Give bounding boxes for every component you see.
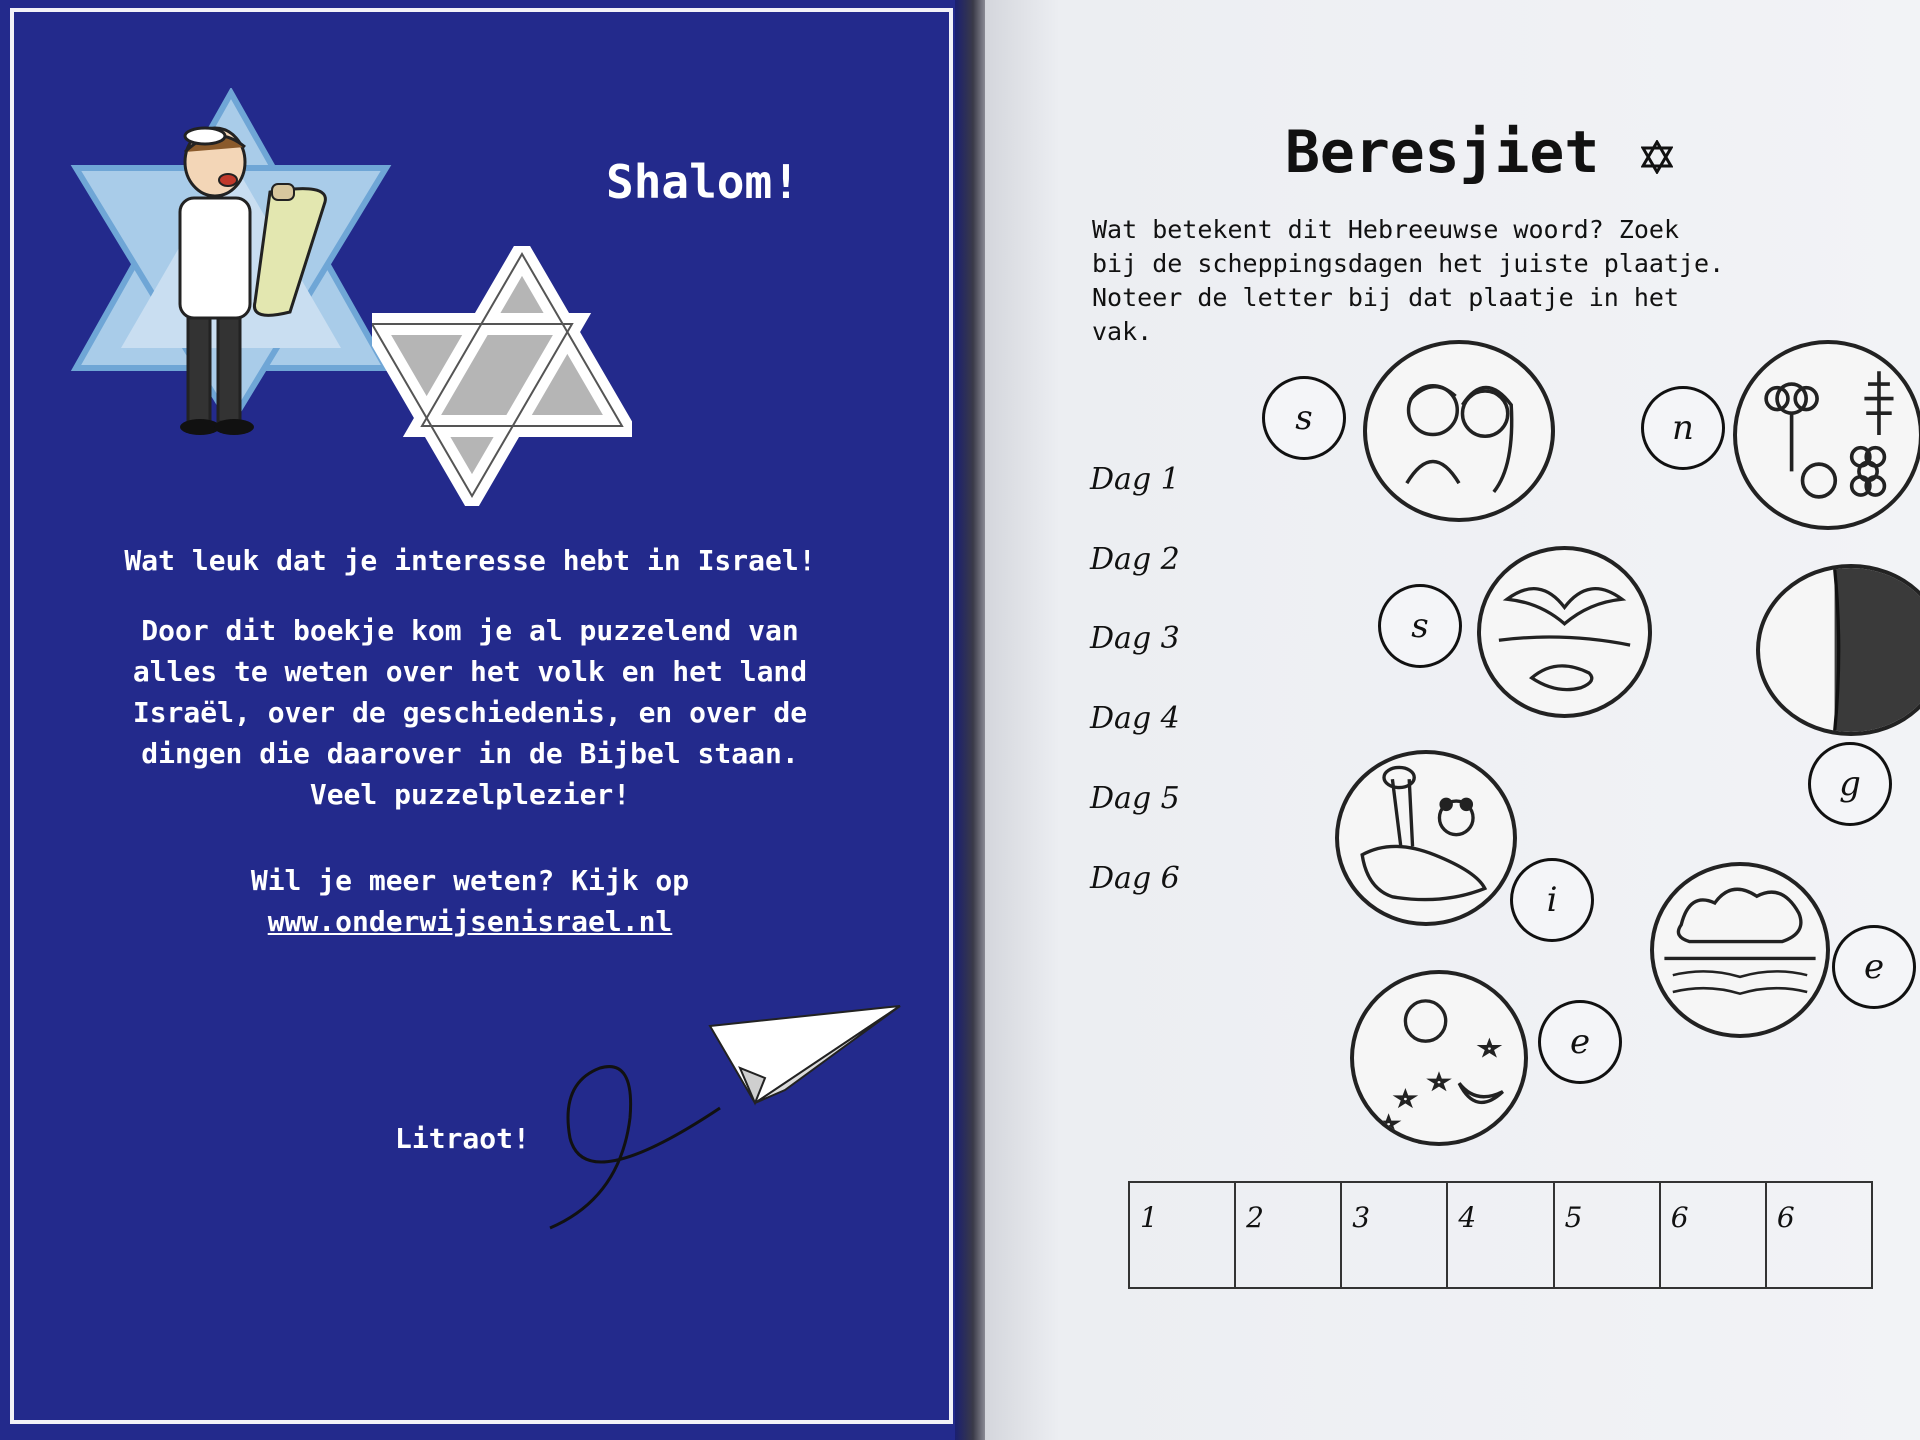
animals-icon [1335, 750, 1517, 926]
paragraph-line: alles te weten over het volk en het land [132, 655, 808, 688]
letter-circle: i [1510, 858, 1594, 942]
page-title: Beresjiet [1285, 118, 1600, 186]
letter-circle: s [1262, 376, 1346, 460]
answer-box-number: 1 [1140, 1201, 1158, 1234]
small-star-icon [1641, 140, 1673, 174]
answer-box[interactable] [1661, 1183, 1767, 1287]
letter-circle: n [1641, 386, 1725, 470]
signoff-text: Litraot! [395, 1122, 530, 1155]
paragraph-line: Door dit boekje kom je al puzzelend van [141, 614, 799, 647]
answer-box-number: 6 [1776, 1201, 1795, 1234]
day-label: Dag 1 [1090, 462, 1180, 497]
answer-box[interactable] [1767, 1183, 1871, 1287]
answer-box[interactable] [1236, 1183, 1342, 1287]
instruction-line: Noteer de letter bij dat plaatje in het [1092, 283, 1679, 312]
letter-circle: s [1378, 584, 1462, 668]
answer-box-number: 2 [1246, 1201, 1264, 1234]
more-info [60, 860, 880, 942]
answer-box-number: 5 [1564, 1201, 1583, 1234]
intro-paragraph [60, 610, 880, 815]
sun-moon-stars-icon [1350, 970, 1528, 1146]
day-label: Dag 2 [1090, 542, 1180, 577]
instruction-line: bij de scheppingsdagen het juiste plaatje. [1092, 249, 1725, 278]
website-link[interactable]: www.onderwijsenisrael.nl [267, 905, 673, 938]
day-label: Dag 5 [1090, 781, 1180, 816]
plants-icon [1733, 340, 1920, 530]
answer-box[interactable] [1555, 1183, 1661, 1287]
book-spine [955, 0, 985, 1440]
white-star-of-david-icon [372, 246, 632, 506]
instruction-line: vak. [1092, 317, 1153, 346]
day-label: Dag 4 [1090, 701, 1180, 736]
paper-plane-icon [540, 998, 920, 1258]
birds-fish-icon [1477, 546, 1652, 718]
letter-circle: e [1832, 925, 1916, 1009]
answer-box[interactable] [1448, 1183, 1554, 1287]
paragraph-line: dingen die daarover in de Bijbel staan. [141, 737, 799, 770]
intro-text: Wat leuk dat je interesse hebt in Israel! [124, 544, 816, 577]
boy-with-scroll-icon [160, 122, 350, 452]
instruction-line: Wat betekent dit Hebreeuwse woord? Zoek [1092, 215, 1679, 244]
instructions [1092, 213, 1892, 349]
page-heading: Shalom! [606, 155, 800, 209]
answer-box-number: 6 [1670, 1201, 1689, 1234]
answer-box-number: 3 [1352, 1201, 1371, 1234]
paragraph-line: Israël, over de geschiedenis, en over de [132, 696, 808, 729]
answer-box-number: 4 [1458, 1201, 1477, 1234]
sky-sea-icon [1650, 862, 1830, 1038]
answer-box[interactable] [1130, 1183, 1236, 1287]
letter-circle: e [1538, 1000, 1622, 1084]
more-info-text: Wil je meer weten? Kijk op [250, 864, 690, 897]
answer-table [1128, 1181, 1873, 1289]
paragraph-line: Veel puzzelplezier! [309, 778, 631, 811]
people-icon [1363, 340, 1555, 522]
day-label: Dag 6 [1090, 861, 1180, 896]
day-label: Dag 3 [1090, 621, 1180, 656]
answer-box[interactable] [1342, 1183, 1448, 1287]
letter-circle: g [1808, 742, 1892, 826]
